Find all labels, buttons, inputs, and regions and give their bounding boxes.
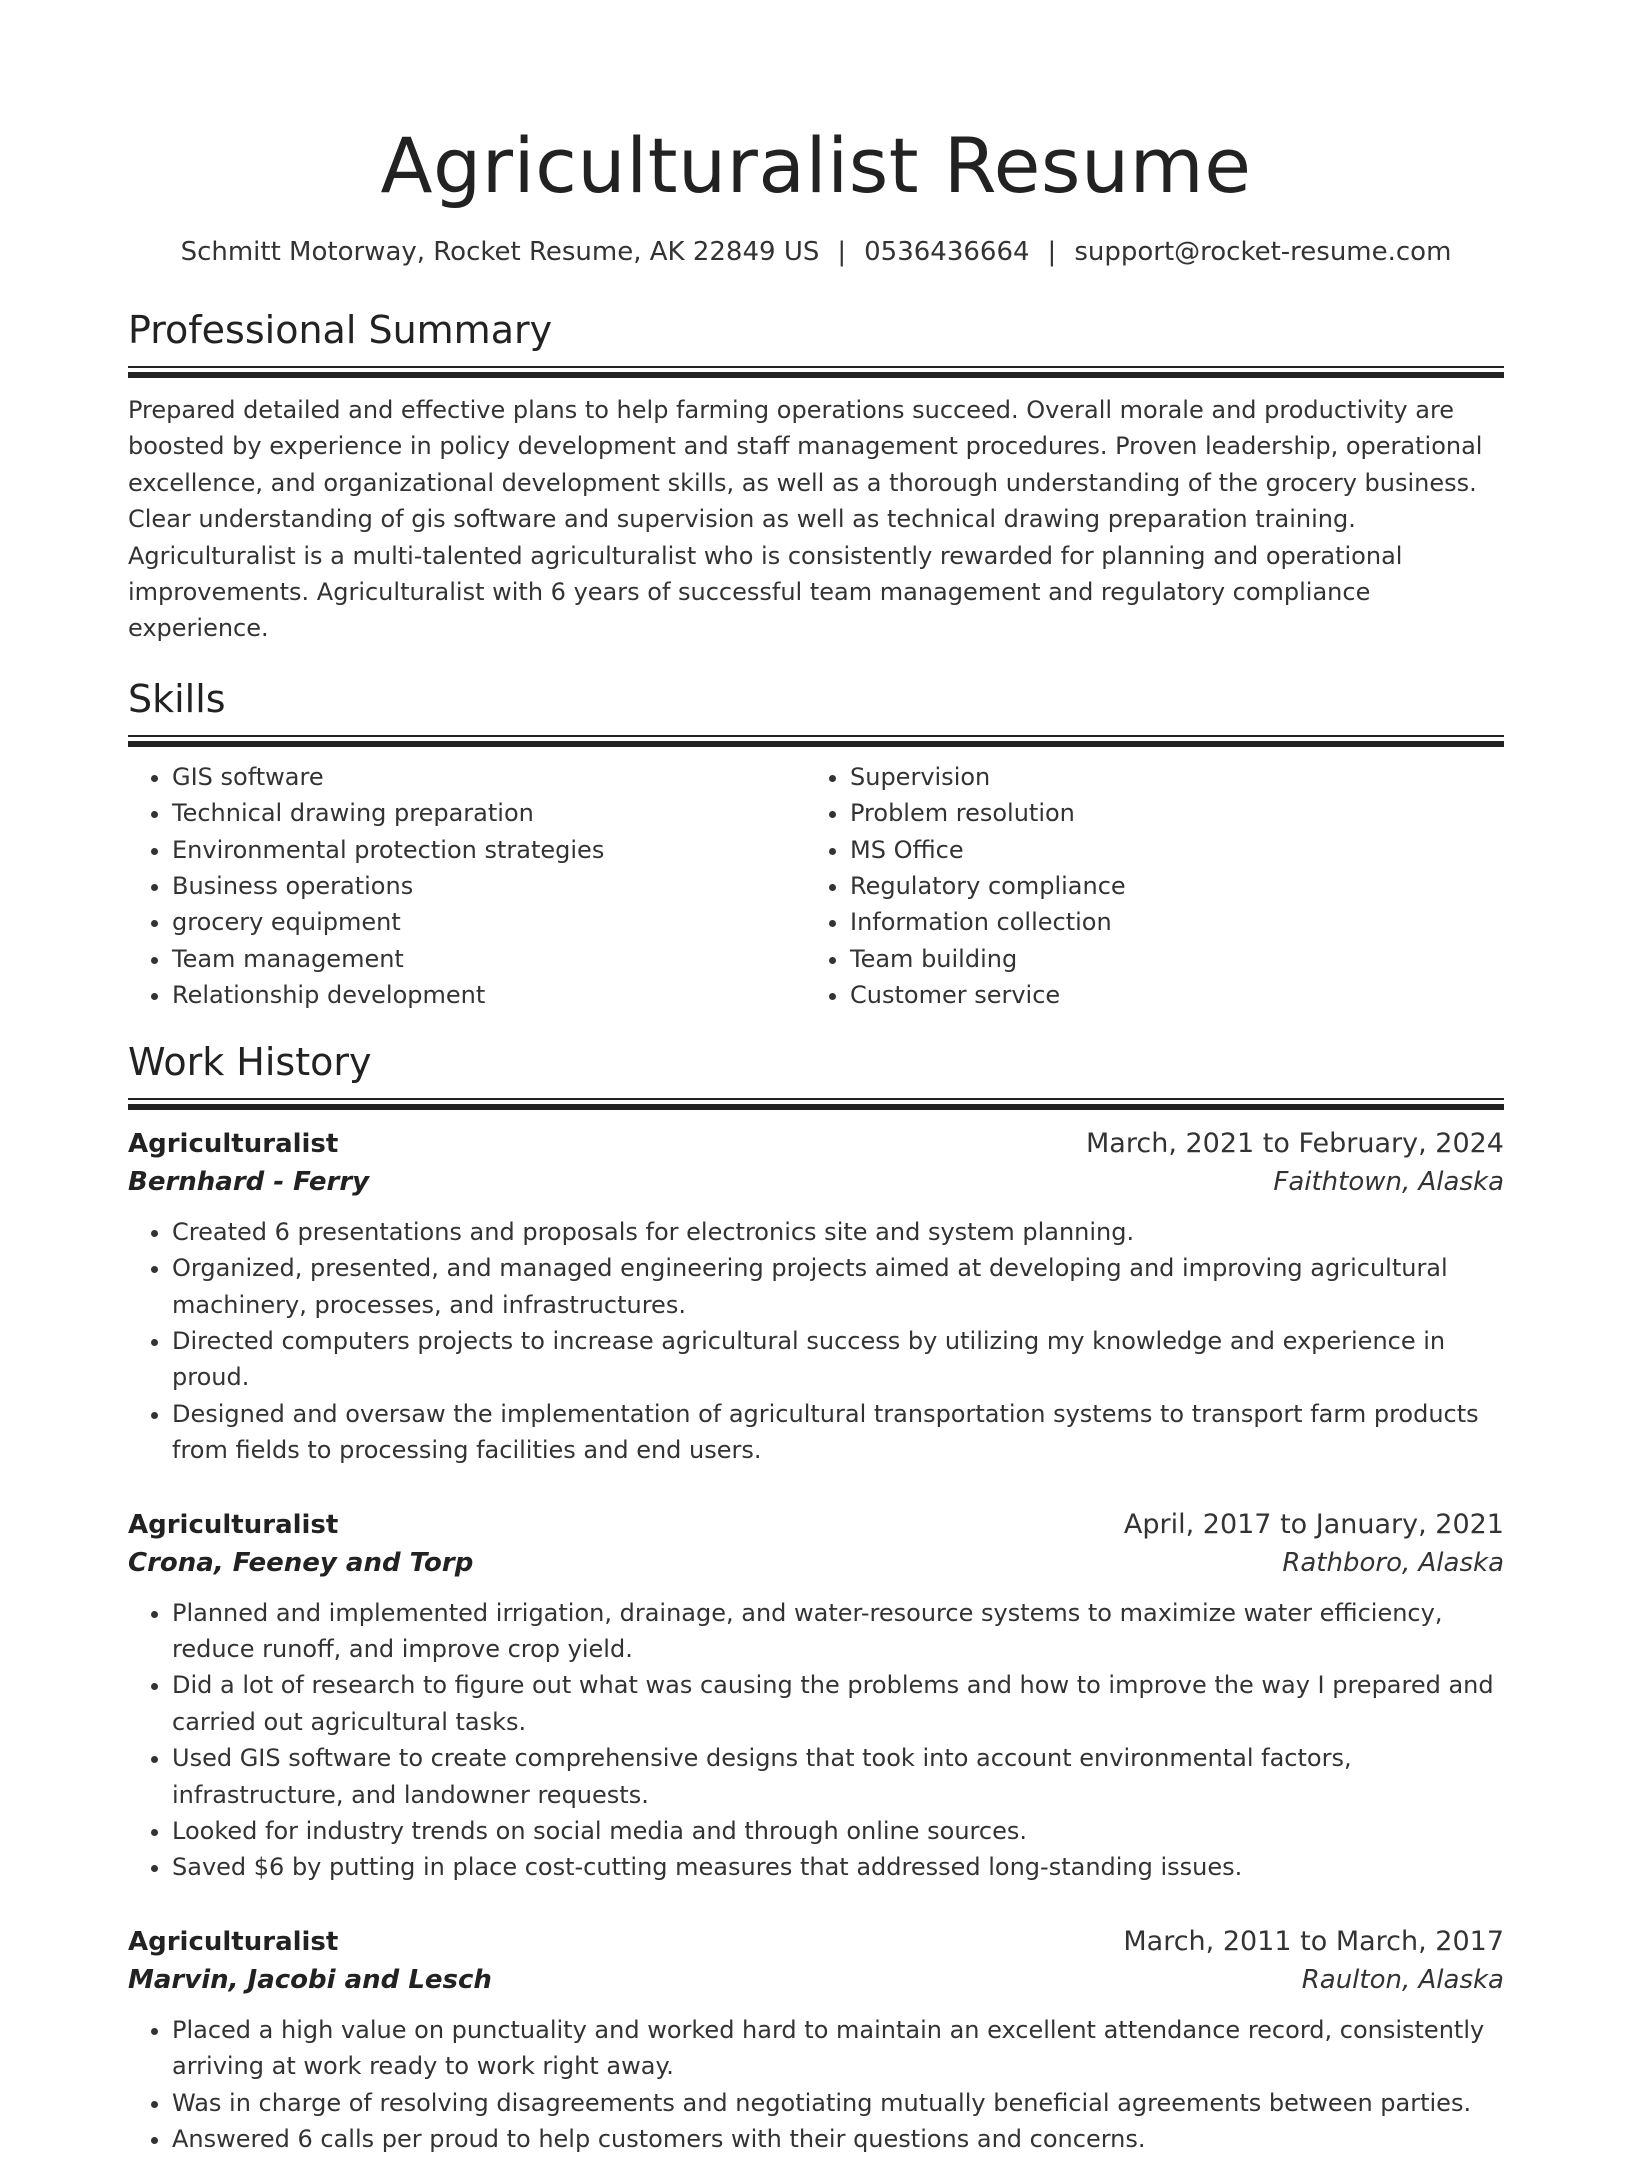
job-dates: March, 2021 to February, 2024 bbox=[1086, 1127, 1504, 1159]
job-location: Faithtown, Alaska bbox=[1273, 1166, 1504, 1197]
skill-item: • GIS software bbox=[172, 759, 806, 795]
job-bullet: • Was in charge of resolving disagreements and negotiating mutually beneficial agreements between parties. bbox=[172, 2085, 1504, 2121]
job-bullet: • Organized, presented, and managed engineering projects aimed at developing and improving agricultural machinery, processes, and infrastructures. bbox=[172, 1250, 1504, 1323]
job-bullet: • Directed computers projects to increase agricultural success by utilizing my knowledge and experience in proud. bbox=[172, 1323, 1504, 1396]
section-divider bbox=[128, 1098, 1504, 1110]
section-heading: Work History bbox=[128, 1039, 372, 1084]
job-company-row bbox=[128, 1962, 1504, 1998]
professional-summary-section bbox=[128, 306, 1504, 647]
job-title: Agriculturalist bbox=[128, 1509, 339, 1540]
section-divider bbox=[128, 366, 1504, 378]
job-bullet: • Saved $6 by putting in place cost-cutting measures that addressed long-standing issues. bbox=[172, 1849, 1504, 1885]
section-divider bbox=[128, 735, 1504, 747]
job-bullet: • Placed a high value on punctuality and worked hard to maintain an excellent attendance record, consistently arriving at work ready to work right away. bbox=[172, 2012, 1504, 2085]
job-title: Agriculturalist bbox=[128, 1128, 339, 1159]
skills-section bbox=[128, 675, 1504, 1014]
contact-separator: | bbox=[837, 237, 847, 267]
contact-separator: | bbox=[1047, 237, 1057, 267]
summary-paragraph: Prepared detailed and effective plans to help farming operations succeed. Overall morale and productivity are boosted by experience in policy development and staff management procedures. Proven leadership, operational excellence, and organizational development skills, as well as a thorough understanding of the grocery business. Clear understanding of gis software and supervision as well as technical drawing preparation training. Agriculturalist is a multi-talented agriculturalist who is consistently rewarded for planning and operational improvements. Agriculturalist with 6 years of successful team management and regulatory compliance experience. bbox=[128, 396, 1483, 643]
work-history-section bbox=[128, 1038, 1504, 2157]
skill-item: • Problem resolution bbox=[850, 795, 1484, 831]
job-location: Raulton, Alaska bbox=[1301, 1964, 1504, 1995]
job-bullet: • Looked for industry trends on social media and through online sources. bbox=[172, 1813, 1504, 1849]
skills-list-left bbox=[128, 759, 806, 1014]
skill-item: • Environmental protection strategies bbox=[172, 832, 806, 868]
skill-item: • Team management bbox=[172, 941, 806, 977]
skill-item: • grocery equipment bbox=[172, 904, 806, 940]
job-bullet-list bbox=[128, 1214, 1504, 1469]
job-entry bbox=[128, 1922, 1504, 2157]
job-entry bbox=[128, 1124, 1504, 1469]
job-title: Agriculturalist bbox=[128, 1926, 339, 1957]
job-bullet: • Created 6 presentations and proposals for electronics site and system planning. bbox=[172, 1214, 1504, 1250]
contact-phone: 0536436664 bbox=[864, 237, 1030, 267]
skill-item: • Information collection bbox=[850, 904, 1484, 940]
job-company-row bbox=[128, 1545, 1504, 1581]
job-dates: April, 2017 to January, 2021 bbox=[1123, 1508, 1504, 1540]
contact-email: support@rocket-resume.com bbox=[1074, 237, 1452, 267]
job-header-row bbox=[128, 1124, 1504, 1164]
job-company: Crona, Feeney and Torp bbox=[128, 1547, 474, 1578]
skill-item: • Supervision bbox=[850, 759, 1484, 795]
job-bullet: • Planned and implemented irrigation, drainage, and water-resource systems to maximize water efficiency, reduce runoff, and improve crop yield. bbox=[172, 1595, 1504, 1668]
job-bullet-list bbox=[128, 2012, 1504, 2157]
job-bullet: • Designed and oversaw the implementation of agricultural transportation systems to transport farm products from fields to processing facilities and end users. bbox=[172, 1396, 1504, 1469]
contact-address: Schmitt Motorway, Rocket Resume, AK 22849 US bbox=[180, 237, 820, 267]
resume-page bbox=[128, 120, 1504, 2157]
job-bullet-list bbox=[128, 1595, 1504, 1886]
skills-columns bbox=[128, 759, 1504, 1014]
skill-item: • Team building bbox=[850, 941, 1484, 977]
skill-item: • Business operations bbox=[172, 868, 806, 904]
section-heading: Professional Summary bbox=[128, 308, 553, 352]
job-bullet: • Did a lot of research to figure out what was causing the problems and how to improve the way I prepared and carried out agricultural tasks. bbox=[172, 1667, 1504, 1740]
section-heading: Skills bbox=[128, 676, 226, 721]
skill-item: • MS Office bbox=[850, 832, 1484, 868]
skill-item: • Regulatory compliance bbox=[850, 868, 1484, 904]
job-company: Marvin, Jacobi and Lesch bbox=[128, 1964, 492, 1995]
skill-item: • Relationship development bbox=[172, 977, 806, 1013]
skill-item: • Technical drawing preparation bbox=[172, 795, 806, 831]
skills-list-right bbox=[806, 759, 1484, 1014]
job-bullet: • Used GIS software to create comprehensive designs that took into account environmental factors, infrastructure, and landowner requests. bbox=[172, 1740, 1504, 1813]
job-header-row bbox=[128, 1505, 1504, 1545]
skill-item: • Customer service bbox=[850, 977, 1484, 1013]
job-company-row bbox=[128, 1164, 1504, 1200]
job-company: Bernhard - Ferry bbox=[128, 1166, 370, 1197]
job-entry bbox=[128, 1505, 1504, 1886]
job-bullet: • Answered 6 calls per proud to help customers with their questions and concerns. bbox=[172, 2121, 1504, 2157]
job-location: Rathboro, Alaska bbox=[1282, 1547, 1504, 1578]
contact-line bbox=[128, 234, 1504, 270]
job-dates: March, 2011 to March, 2017 bbox=[1123, 1925, 1504, 1957]
job-header-row bbox=[128, 1922, 1504, 1962]
resume-title: Agriculturalist Resume bbox=[380, 121, 1252, 210]
